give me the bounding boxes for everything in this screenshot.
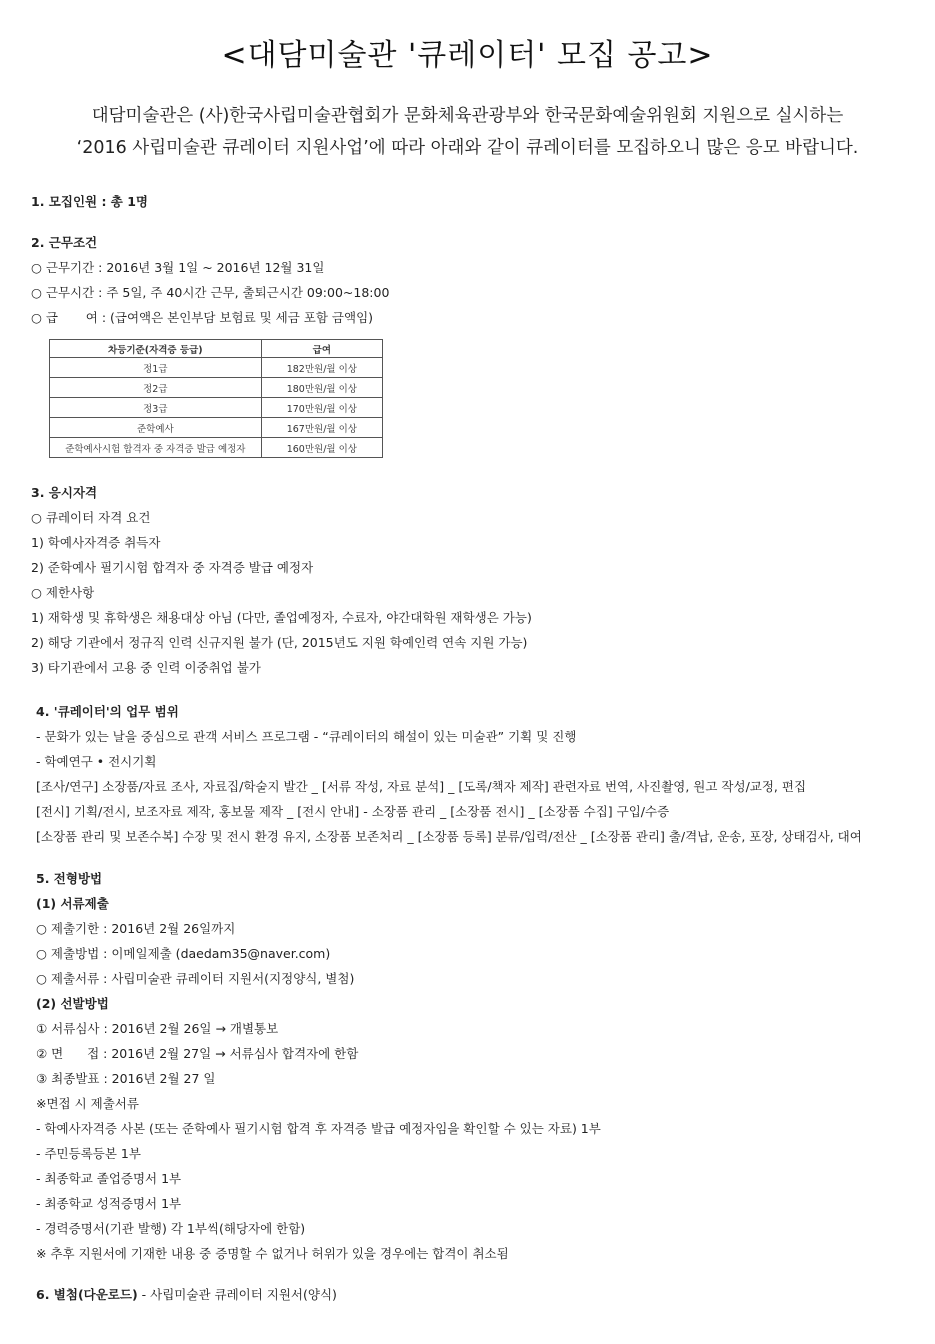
duty-item: - 학예연구 • 전시기획	[36, 754, 157, 769]
attachment-line	[36, 1286, 337, 1304]
table-cell-grade: 준학예사	[50, 418, 262, 438]
selection-item: - 경력증명서(기관 발행) 각 1부씩(해당자에 한함)	[36, 1221, 306, 1236]
table-row	[50, 358, 383, 378]
submission-item: ○ 제출서류 : 사립미술관 큐레이터 지원서(지정양식, 별첨)	[36, 971, 355, 986]
work-hours: ○ 근무시간 : 주 5일, 주 40시간 근무, 출퇴근시간 09:00~18:00	[31, 285, 390, 300]
salary-table-header-row	[50, 340, 383, 358]
qualification-item: ○ 제한사항	[31, 585, 95, 600]
table-cell-grade: 정1급	[50, 358, 262, 378]
page-title: <대담미술관 '큐레이터' 모집 공고>	[221, 38, 714, 73]
attachment-heading: 6. 별첨(다운로드)	[36, 1287, 138, 1302]
section-selection-heading: 5. 전형방법	[36, 871, 103, 886]
submission-item: ○ 제출방법 : 이메일제출 (daedam35@naver.com)	[36, 946, 331, 961]
selection-item: - 주민등록등본 1부	[36, 1146, 141, 1161]
selection-item: - 최종학교 졸업증명서 1부	[36, 1171, 182, 1186]
selection-item: ② 면 접 : 2016년 2월 27일 → 서류심사 합격자에 한함	[36, 1046, 359, 1061]
table-row	[50, 418, 383, 438]
table-cell-pay: 182만원/월 이상	[261, 358, 382, 378]
salary-table-header-grade: 차등기준(자격증 등급)	[50, 340, 262, 358]
table-cell-grade: 정2급	[50, 378, 262, 398]
table-cell-pay: 167만원/월 이상	[261, 418, 382, 438]
intro-line-1: 대담미술관은 (사)한국사립미술관협회가 문화체육관광부와 한국문화예술위원회 지원으로 실시하는	[91, 106, 844, 126]
duty-item: [전시] 기획/전시, 보조자료 제작, 홍보물 제작 _ [전시 안내] - 소장품 관리 _ [소장품 전시] _ [소장품 수집] 구입/수증	[36, 804, 670, 819]
section-duties-heading: 4. '큐레이터'의 업무 범위	[36, 704, 179, 719]
qualification-item: 2) 해당 기관에서 정규직 인력 신규지원 불가 (단, 2015년도 지원 학예인력 연속 지원 가능)	[31, 635, 528, 650]
salary-table	[49, 339, 383, 458]
salary-note: ○ 급 여 : (급여액은 본인부담 보험료 및 세금 포함 금액임)	[31, 310, 374, 325]
qualification-item: 1) 재학생 및 휴학생은 채용대상 아님 (다만, 졸업예정자, 수료자, 야간대학원 재학생은 가능)	[31, 610, 532, 625]
table-cell-pay: 170만원/월 이상	[261, 398, 382, 418]
qualification-item: 3) 타기관에서 고용 중 인력 이중취업 불가	[31, 660, 261, 675]
intro-paragraph	[20, 100, 915, 164]
selection-item: ③ 최종발표 : 2016년 2월 27 일	[36, 1071, 216, 1086]
attachment-download-link[interactable]: - 사립미술관 큐레이터 지원서(양식)	[137, 1287, 337, 1302]
submission-item: ○ 제출기한 : 2016년 2월 26일까지	[36, 921, 236, 936]
section-recruit-count-heading: 1. 모집인원 : 총 1명	[31, 194, 148, 209]
selection-method-heading: (2) 선발방법	[36, 996, 109, 1011]
table-cell-pay: 160만원/월 이상	[261, 438, 382, 458]
table-cell-grade: 정3급	[50, 398, 262, 418]
table-row	[50, 378, 383, 398]
selection-item: - 학예사자격증 사본 (또는 준학예사 필기시험 합격 후 자격증 발급 예정자임을 확인할 수 있는 자료) 1부	[36, 1121, 601, 1136]
duty-item: [조사/연구] 소장품/자료 조사, 자료집/학술지 발간 _ [서류 작성, 자료 분석] _ [도록/책자 제작] 관련자료 번역, 사진촬영, 원고 작성/교정, 편집	[36, 779, 807, 794]
table-row	[50, 398, 383, 418]
section-qualifications-heading: 3. 응시자격	[31, 485, 98, 500]
duty-item: - 문화가 있는 날을 중심으로 관객 서비스 프로그램 - “큐레이터의 해설이 있는 미술관” 기획 및 진행	[36, 729, 577, 744]
table-cell-pay: 180만원/월 이상	[261, 378, 382, 398]
duty-item: [소장품 관리 및 보존수복] 수장 및 전시 환경 유지, 소장품 보존처리 _ [소장품 등록] 분류/입력/전산 _ [소장품 관리] 출/격납, 운송, 포장, 상태검사, 대여	[36, 829, 862, 844]
salary-table-header-pay: 급여	[261, 340, 382, 358]
selection-item: - 최종학교 성적증명서 1부	[36, 1196, 182, 1211]
qualification-item: ○ 큐레이터 자격 요건	[31, 510, 151, 525]
selection-item: ※면접 시 제출서류	[36, 1096, 139, 1111]
section-work-conditions-heading: 2. 근무조건	[31, 235, 98, 250]
table-row	[50, 438, 383, 458]
work-period: ○ 근무기간 : 2016년 3월 1일 ~ 2016년 12월 31일	[31, 260, 325, 275]
document-submission-heading: (1) 서류제출	[36, 896, 109, 911]
qualification-item: 2) 준학예사 필기시험 합격자 중 자격증 발급 예정자	[31, 560, 314, 575]
intro-line-2: ‘2016 사립미술관 큐레이터 지원사업’에 따라 아래와 같이 큐레이터를 모집하오니 많은 응모 바랍니다.	[76, 138, 859, 158]
table-cell-grade: 준학예사시험 합격자 중 자격증 발급 예정자	[50, 438, 262, 458]
selection-item: ※ 추후 지원서에 기재한 내용 중 증명할 수 없거나 허위가 있을 경우에는 합격이 취소됨	[36, 1246, 509, 1261]
selection-item: ① 서류심사 : 2016년 2월 26일 → 개별통보	[36, 1021, 279, 1036]
qualification-item: 1) 학예사자격증 취득자	[31, 535, 161, 550]
